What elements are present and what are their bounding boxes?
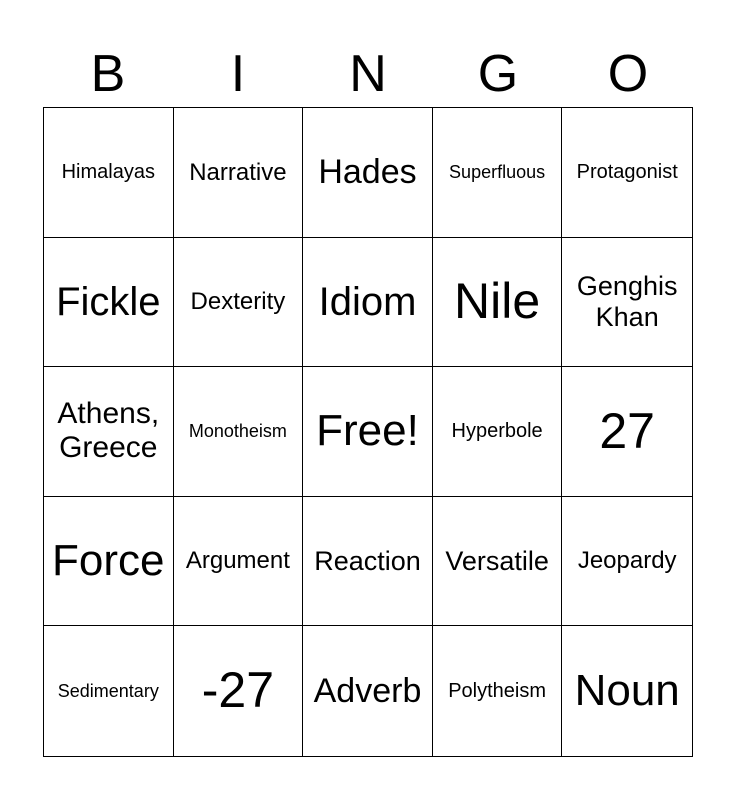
cell-label: Protagonist (576, 160, 678, 183)
bingo-cell[interactable] (433, 367, 563, 497)
bingo-cell[interactable] (433, 497, 563, 627)
bingo-cell[interactable] (174, 367, 304, 497)
bingo-cell[interactable] (433, 238, 563, 368)
cell-label: Narrative (189, 158, 287, 186)
bingo-cell[interactable] (303, 626, 433, 756)
bingo-cell[interactable] (174, 108, 304, 238)
bingo-cell[interactable] (303, 497, 433, 627)
header-letter-o: O (607, 45, 649, 103)
bingo-cell[interactable] (303, 108, 433, 238)
bingo-cell[interactable] (44, 626, 174, 756)
bingo-cell[interactable] (303, 238, 433, 368)
cell-label: Adverb (313, 671, 422, 710)
cell-label: Idiom (318, 279, 417, 324)
cell-label: Hyperbole (451, 419, 543, 442)
free-space-cell[interactable] (303, 367, 433, 497)
bingo-cell[interactable] (433, 108, 563, 238)
bingo-cell[interactable] (433, 626, 563, 756)
header-letter-n: N (349, 45, 387, 103)
bingo-cell[interactable] (562, 626, 692, 756)
bingo-cell[interactable] (562, 108, 692, 238)
bingo-cell[interactable] (44, 238, 174, 368)
bingo-cell[interactable] (562, 367, 692, 497)
cell-label: Hades (318, 152, 417, 191)
free-space-label: Free! (316, 406, 419, 456)
cell-label: Versatile (445, 545, 549, 576)
bingo-cell[interactable] (174, 238, 304, 368)
cell-label: Genghis Khan (576, 270, 678, 332)
cell-label: Fickle (56, 279, 161, 324)
bingo-cell[interactable] (44, 497, 174, 627)
bingo-cell[interactable] (44, 108, 174, 238)
cell-label: 27 (599, 402, 655, 459)
cell-label: Sedimentary (57, 680, 159, 701)
cell-label: Athens, Greece (57, 396, 160, 465)
cell-label: Noun (574, 665, 680, 715)
bingo-cell[interactable] (562, 497, 692, 627)
cell-label: Argument (185, 547, 290, 575)
cell-label: Monotheism (188, 421, 287, 442)
cell-label: Nile (454, 273, 541, 330)
header-letter-b: B (90, 45, 126, 103)
cell-label: Jeopardy (577, 547, 677, 575)
cell-label: Dexterity (190, 288, 286, 316)
header-letter-g: G (477, 45, 519, 103)
header-letter-i: I (230, 45, 246, 103)
bingo-header (43, 40, 693, 108)
bingo-board (43, 107, 693, 757)
bingo-cell[interactable] (174, 497, 304, 627)
cell-label: Superfluous (449, 161, 546, 182)
bingo-cell[interactable] (562, 238, 692, 368)
cell-label: -27 (201, 662, 275, 719)
bingo-cell[interactable] (44, 367, 174, 497)
bingo-cell[interactable] (174, 626, 304, 756)
cell-label: Reaction (314, 545, 421, 576)
cell-label: Force (52, 535, 165, 585)
cell-label: Polytheism (448, 679, 546, 702)
cell-label: Himalayas (61, 160, 155, 183)
